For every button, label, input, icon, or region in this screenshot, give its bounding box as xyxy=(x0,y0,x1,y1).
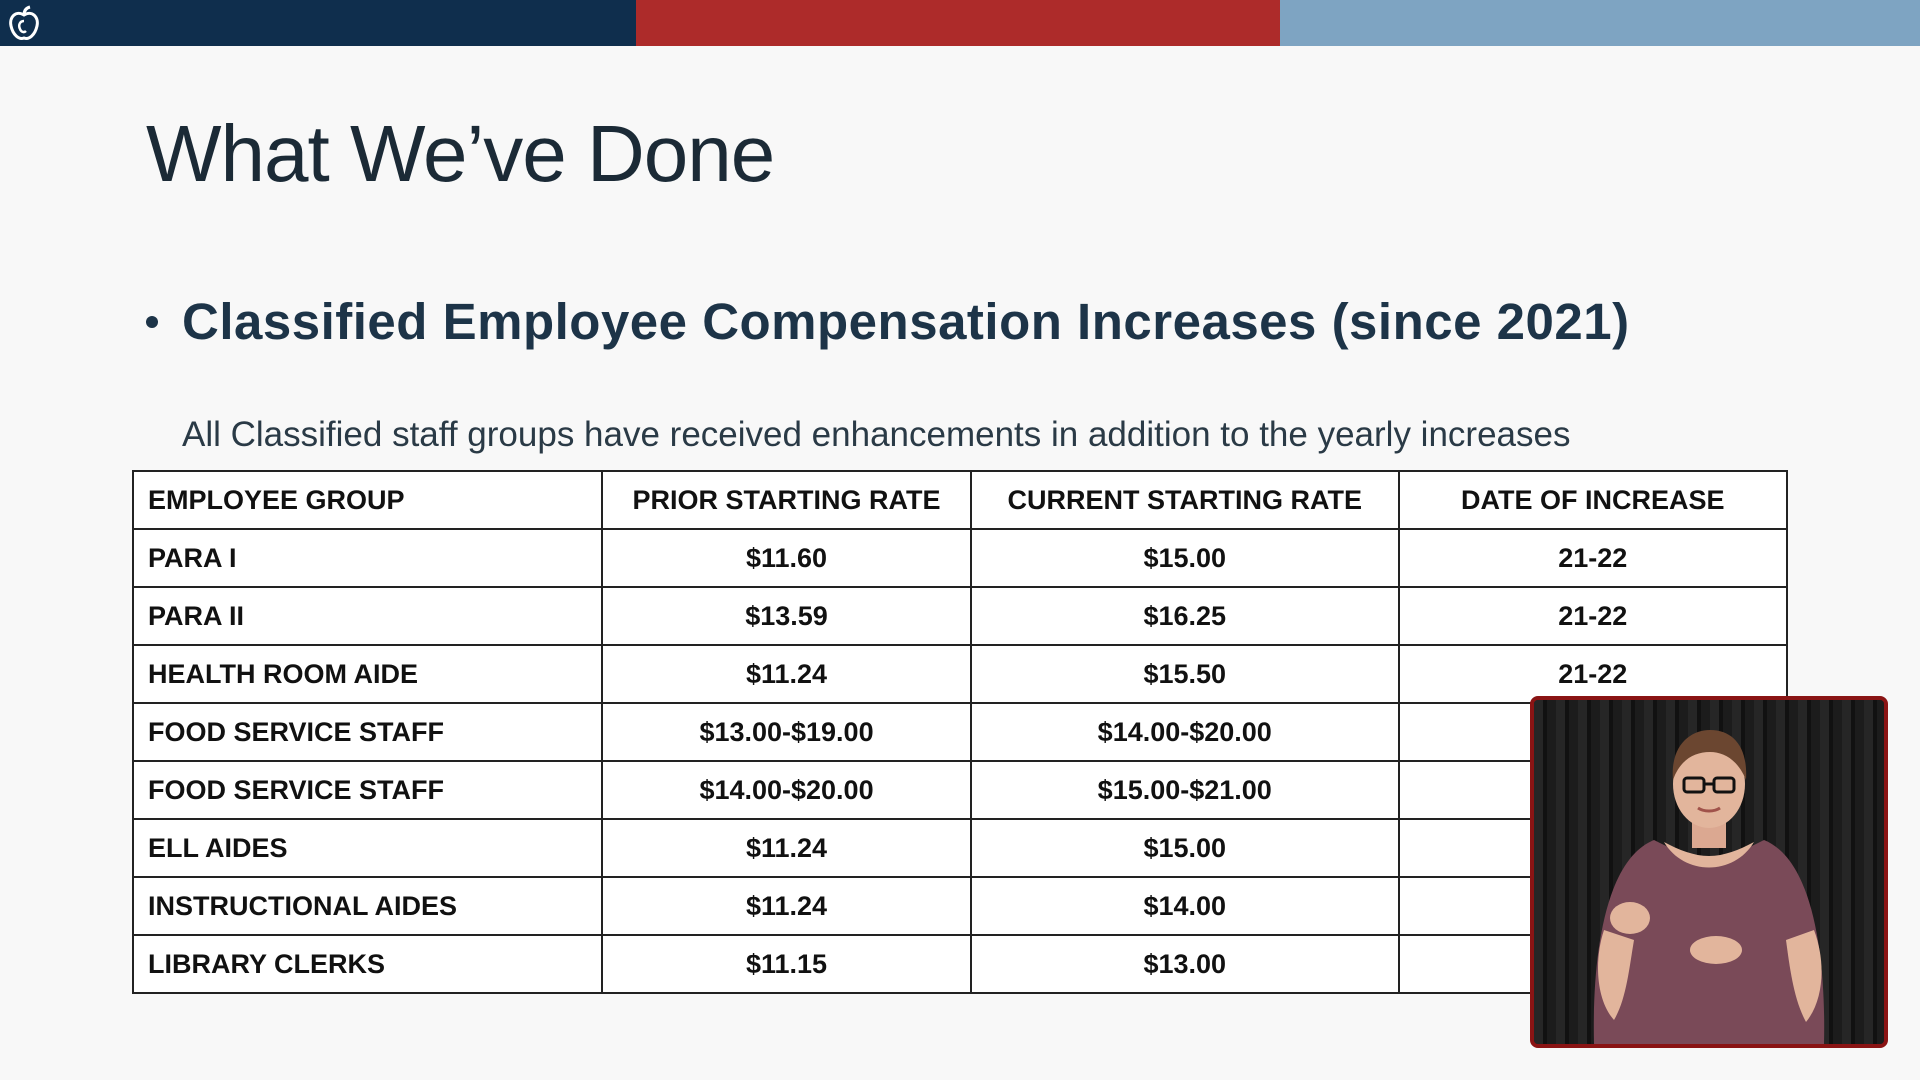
table-header-row xyxy=(133,471,1787,529)
cell-prior-rate: $11.15 xyxy=(602,935,971,993)
cell-current-rate: $16.25 xyxy=(971,587,1399,645)
interpreter-figure xyxy=(1534,700,1884,1044)
table-row xyxy=(133,529,1787,587)
header-bar-navy-segment xyxy=(0,0,636,46)
cell-employee-group: FOOD SERVICE STAFF xyxy=(133,761,602,819)
table-row xyxy=(133,645,1787,703)
cell-current-rate: $14.00 xyxy=(971,877,1399,935)
cell-current-rate: $15.00 xyxy=(971,529,1399,587)
cell-prior-rate: $13.59 xyxy=(602,587,971,645)
slide-title: What We’ve Done xyxy=(146,109,775,198)
header-current-starting-rate: CURRENT STARTING RATE xyxy=(971,471,1399,529)
cell-employee-group: HEALTH ROOM AIDE xyxy=(133,645,602,703)
cell-current-rate: $15.00-$21.00 xyxy=(971,761,1399,819)
cell-current-rate: $14.00-$20.00 xyxy=(971,703,1399,761)
header-date-of-increase: DATE OF INCREASE xyxy=(1399,471,1787,529)
cell-employee-group: LIBRARY CLERKS xyxy=(133,935,602,993)
cell-current-rate: $15.50 xyxy=(971,645,1399,703)
bullet-dot-icon xyxy=(146,316,158,328)
cell-employee-group: ELL AIDES xyxy=(133,819,602,877)
slide-subtitle: All Classified staff groups have received enhancements in addition to the yearly increases xyxy=(182,415,1571,454)
apple-logo-icon xyxy=(4,4,44,44)
cell-date: 21-22 xyxy=(1399,645,1787,703)
cell-employee-group: PARA II xyxy=(133,587,602,645)
bullet-point xyxy=(146,292,1630,351)
cell-prior-rate: $13.00-$19.00 xyxy=(602,703,971,761)
cell-prior-rate: $14.00-$20.00 xyxy=(602,761,971,819)
cell-employee-group: FOOD SERVICE STAFF xyxy=(133,703,602,761)
cell-current-rate: $13.00 xyxy=(971,935,1399,993)
cell-date: 21-22 xyxy=(1399,587,1787,645)
sign-language-interpreter-video xyxy=(1530,696,1888,1048)
header-color-bar xyxy=(0,0,1920,46)
bullet-text: Classified Employee Compensation Increases (since 2021) xyxy=(182,293,1630,350)
cell-prior-rate: $11.24 xyxy=(602,877,971,935)
cell-prior-rate: $11.24 xyxy=(602,645,971,703)
cell-prior-rate: $11.60 xyxy=(602,529,971,587)
cell-employee-group: PARA I xyxy=(133,529,602,587)
cell-date: 21-22 xyxy=(1399,529,1787,587)
header-employee-group: EMPLOYEE GROUP xyxy=(133,471,602,529)
header-bar-red-segment xyxy=(636,0,1280,46)
cell-employee-group: INSTRUCTIONAL AIDES xyxy=(133,877,602,935)
table-row xyxy=(133,587,1787,645)
header-bar-blue-segment xyxy=(1280,0,1920,46)
cell-current-rate: $15.00 xyxy=(971,819,1399,877)
header-prior-starting-rate: PRIOR STARTING RATE xyxy=(602,471,971,529)
cell-prior-rate: $11.24 xyxy=(602,819,971,877)
